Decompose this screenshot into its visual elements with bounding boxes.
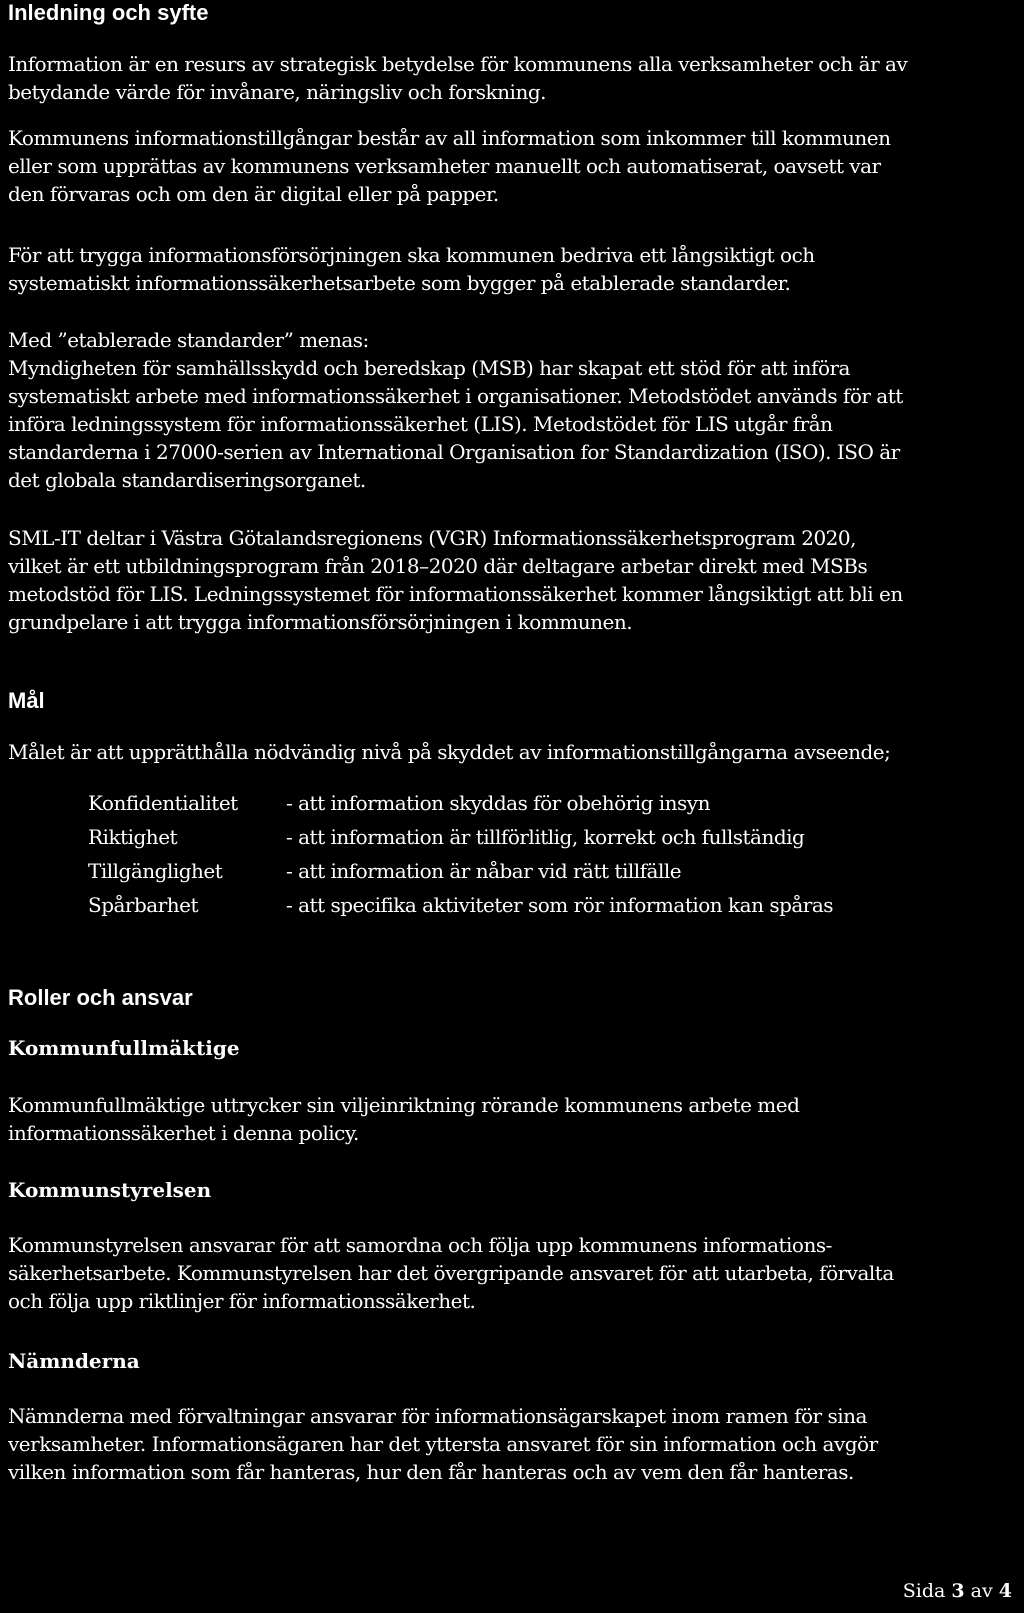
text-line: Kommunfullmäktige uttrycker sin viljeinriktning rörande kommunens arbete med — [8, 1093, 800, 1117]
text-line: och följa upp riktlinjer för informationssäkerhet. — [8, 1289, 476, 1313]
goal-description: - att information är tillförlitlig, korrekt och fullständig — [286, 825, 805, 849]
intro-paragraph-3 — [8, 241, 815, 297]
page-separator: av — [970, 1580, 993, 1602]
page-number — [903, 1579, 1012, 1603]
text-line: vilket är ett utbildningsprogram från 2018–2020 där deltagare arbetar direkt med MSBs — [8, 554, 868, 578]
text-line: införa ledningssystem för informationssäkerhet (LIS). Metodstödet för LIS utgår från — [8, 412, 833, 436]
goal-description: - att information är nåbar vid rätt tillfälle — [286, 859, 682, 883]
text-line: den förvaras och om den är digital eller på papper. — [8, 182, 499, 206]
text-line: verksamheter. Informationsägaren har det yttersta ansvaret för sin information och avgör — [8, 1432, 878, 1456]
text-line: Myndigheten för samhällsskydd och beredskap (MSB) har skapat ett stöd för att införa — [8, 356, 850, 380]
document-page — [8, 0, 1012, 1613]
intro-paragraph-1 — [8, 50, 907, 106]
text-line: Med ”etablerade standarder” menas: — [8, 328, 369, 352]
goal-item — [88, 854, 833, 888]
text-line: Målet är att upprätthålla nödvändig nivå på skyddet av informationstillgångarna avseende; — [8, 740, 891, 764]
goal-item — [88, 888, 833, 922]
text-line: det globala standardiseringsorganet. — [8, 468, 366, 492]
text-line: Nämnderna med förvaltningar ansvarar för informationsägarskapet inom ramen för sina — [8, 1404, 867, 1428]
goal-term: Tillgänglighet — [88, 859, 223, 883]
goal-term: Riktighet — [88, 825, 178, 849]
text-line: informationssäkerhet i denna policy. — [8, 1121, 359, 1145]
current-page: 3 — [951, 1580, 965, 1602]
text-line: Kommunstyrelsen ansvarar för att samordna och följa upp kommunens informations- — [8, 1233, 832, 1257]
council-text — [8, 1091, 799, 1147]
intro-paragraph-2 — [8, 124, 890, 208]
goal-term: Konfidentialitet — [88, 791, 238, 815]
goal-item — [88, 820, 833, 854]
text-line: SML-IT deltar i Västra Götalandsregionens (VGR) Informationssäkerhetsprogram 2020, — [8, 526, 856, 550]
text-line: betydande värde för invånare, näringsliv och forskning. — [8, 80, 546, 104]
page-label: Sida — [902, 1580, 946, 1602]
goal-term: Spårbarhet — [88, 893, 199, 917]
goal-item — [88, 786, 833, 820]
intro-heading: Inledning och syfte — [8, 0, 209, 25]
text-line: Information är en resurs av strategisk betydelse för kommunens alla verksamheter och är av — [8, 52, 908, 76]
board-text — [8, 1231, 894, 1315]
council-heading: Kommunfullmäktige — [8, 1036, 240, 1060]
text-line: eller som upprättas av kommunens verksamheter manuellt och automatiserat, oavsett var — [8, 154, 881, 178]
intro-paragraph-5 — [8, 524, 903, 636]
text-line: grundpelare i att trygga informationsförsörjningen i kommunen. — [8, 610, 633, 634]
goal-description: - att specifika aktiviteter som rör information kan spåras — [286, 893, 834, 917]
total-pages: 4 — [998, 1580, 1012, 1602]
text-line: För att trygga informationsförsörjningen ska kommunen bedriva ett långsiktigt och — [8, 243, 815, 267]
text-line: metodstöd för LIS. Ledningssystemet för informationssäkerhet kommer långsiktigt att bli en — [8, 582, 903, 606]
roles-heading: Roller och ansvar — [8, 985, 193, 1010]
goal-description: - att information skyddas för obehörig insyn — [286, 791, 710, 815]
board-heading: Kommunstyrelsen — [8, 1178, 212, 1202]
goal-list — [88, 786, 833, 922]
committees-heading: Nämnderna — [8, 1349, 140, 1373]
text-line: systematiskt arbete med informationssäkerhet i organisationer. Metodstödet används för att — [8, 384, 903, 408]
intro-paragraph-4 — [8, 326, 903, 494]
goal-intro — [8, 738, 890, 766]
text-line: systematiskt informationssäkerhetsarbete som bygger på etablerade standarder. — [8, 271, 791, 295]
text-line: Kommunens informationstillgångar består av all information som inkommer till kommunen — [8, 126, 891, 150]
text-line: standarderna i 27000-serien av International Organisation for Standardization (ISO). ISO är — [8, 440, 900, 464]
text-line: säkerhetsarbete. Kommunstyrelsen har det övergripande ansvaret för att utarbeta, förvalta — [8, 1261, 894, 1285]
committees-text — [8, 1402, 878, 1486]
goal-heading: Mål — [8, 688, 45, 713]
text-line: vilken information som får hanteras, hur den får hanteras och av vem den får hanteras. — [8, 1460, 854, 1484]
